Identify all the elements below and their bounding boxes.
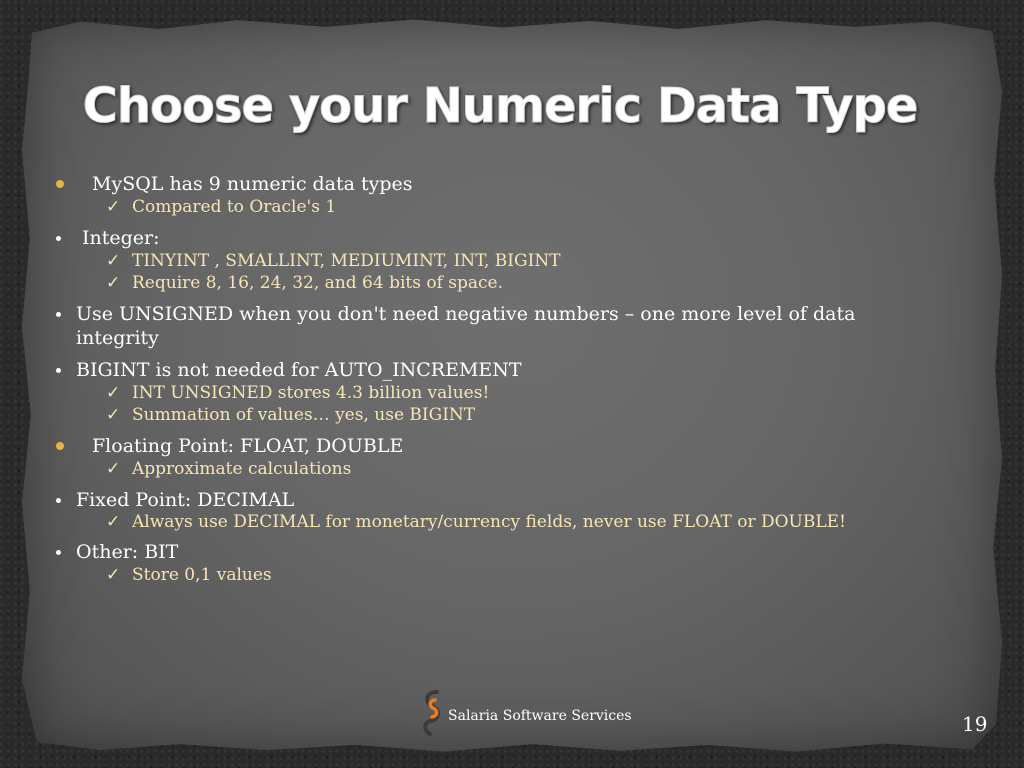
sub-bullet-text: Require 8, 16, 24, 32, and 64 bits of space. [132,273,504,293]
checkmark-icon: ✓ [106,459,121,479]
sub-bullet-item [56,382,936,404]
salaria-logo-icon [420,688,444,740]
sub-bullet-text: Store 0,1 values [132,565,272,585]
bullet-dot-icon [56,368,61,373]
sub-bullet-text: TINYINT , SMALLINT, MEDIUMINT, INT, BIGINT [132,251,561,271]
sub-bullet-item [56,272,936,294]
bullet-text: MySQL has 9 numeric data types [92,173,413,195]
checkmark-icon: ✓ [106,251,121,271]
bullet-text: Floating Point: FLOAT, DOUBLE [92,435,404,457]
sub-bullet-item [56,404,936,426]
sub-bullet-item [56,196,936,218]
bullet-text: BIGINT is not needed for AUTO_INCREMENT [76,359,522,381]
bullet-item [56,434,936,458]
bullet-item [56,488,936,512]
sub-bullet-text: Summation of values… yes, use BIGINT [132,405,476,425]
sub-bullet-item [56,250,936,272]
bullet-text: Integer: [82,227,160,249]
sub-bullet-text: Compared to Oracle's 1 [132,197,337,217]
bullet-dot-icon [56,550,61,555]
sub-bullet-item [56,564,936,586]
slide-title: Choose your Numeric Data Type [82,78,918,134]
checkmark-icon: ✓ [106,512,121,532]
bullet-text: Fixed Point: DECIMAL [76,489,295,511]
bullet-text: Use UNSIGNED when you don't need negative numbers – one more level of data integrity [76,303,856,349]
bullet-dot-icon [56,180,64,188]
sub-bullet-item [56,512,936,532]
sub-bullet-text: INT UNSIGNED stores 4.3 billion values! [132,383,490,403]
bullet-item [56,172,936,196]
checkmark-icon: ✓ [106,405,121,425]
checkmark-icon: ✓ [106,197,121,217]
bullet-item [56,358,936,382]
bullet-item [56,302,936,350]
bullet-dot-icon [56,312,61,317]
sub-bullet-item [56,458,936,480]
bullet-item [56,226,936,250]
page-number: 19 [962,712,988,736]
sub-bullet-text: Always use DECIMAL for monetary/currency fields, never use FLOAT or DOUBLE! [132,512,846,532]
bullet-dot-icon [56,442,64,450]
checkmark-icon: ✓ [106,565,121,585]
bullet-dot-icon [56,236,61,241]
sub-bullet-text: Approximate calculations [132,459,352,479]
footer-company: Salaria Software Services [448,708,632,724]
checkmark-icon: ✓ [106,383,121,403]
bullet-text: Other: BIT [76,541,179,563]
slide-content [56,172,936,586]
bullet-item [56,540,936,564]
checkmark-icon: ✓ [106,273,121,293]
bullet-dot-icon [56,498,61,503]
